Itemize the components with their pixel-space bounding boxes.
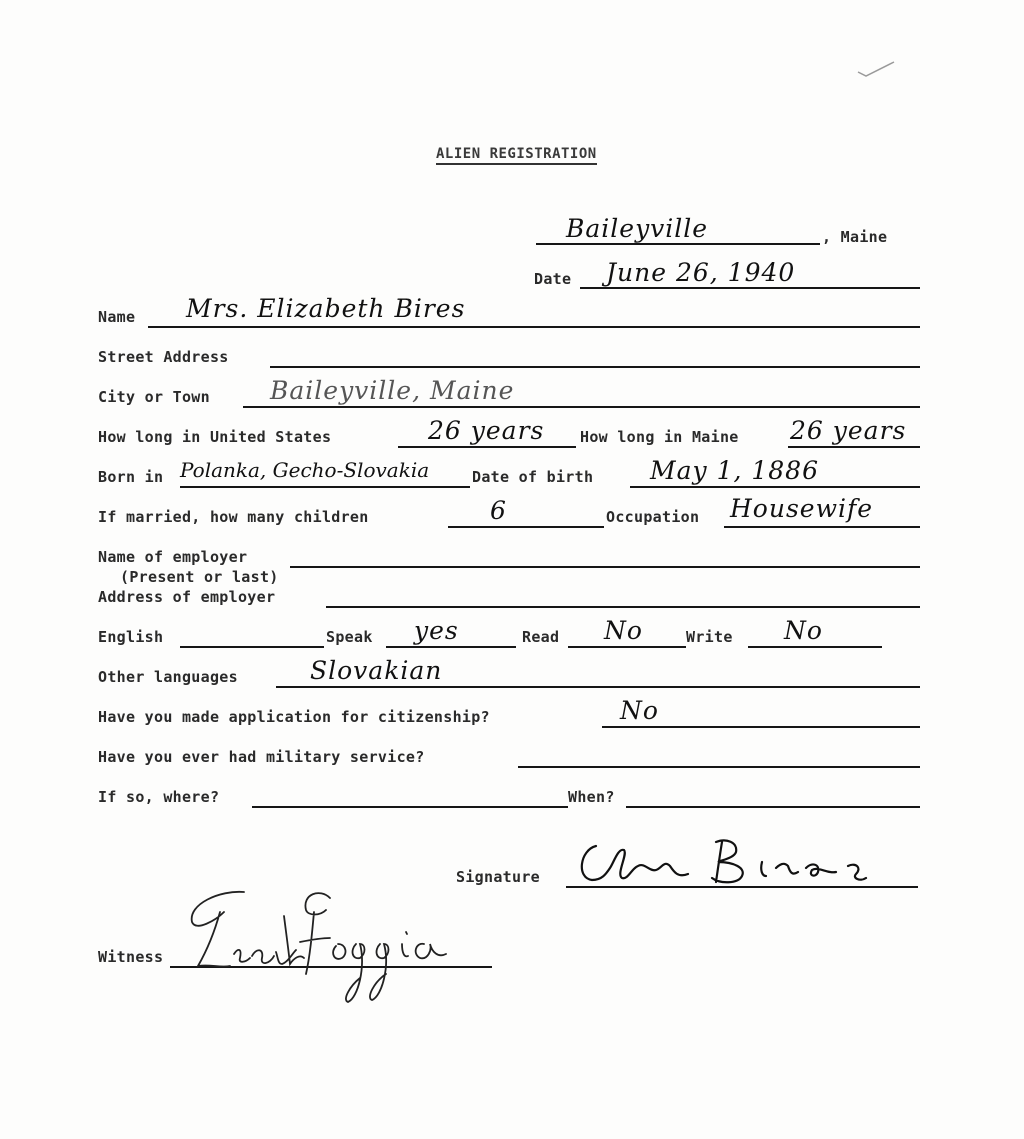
occupation-label: Occupation <box>606 508 700 526</box>
maine-duration-line <box>788 446 920 448</box>
dob-line <box>630 486 920 488</box>
speak-line <box>386 646 516 648</box>
speak-label: Speak <box>326 628 373 646</box>
other-languages-label: Other languages <box>98 668 238 686</box>
town-value: Baileyville <box>566 214 709 243</box>
birthplace-value: Polanka, Gecho-Slovakia <box>180 458 430 482</box>
name-value: Mrs. Elizabeth Bires <box>186 294 466 323</box>
us-duration-value: 26 years <box>428 416 545 445</box>
when-label: When? <box>568 788 615 806</box>
witness-signature-image <box>180 882 450 1030</box>
military-label: Have you ever had military service? <box>98 748 425 766</box>
date-line <box>580 287 920 289</box>
english-line <box>180 646 324 648</box>
witness-label: Witness <box>98 948 164 966</box>
street-line <box>270 366 920 368</box>
us-duration-label: How long in United States <box>98 428 332 446</box>
maine-duration-value: 26 years <box>790 416 907 445</box>
city-label: City or Town <box>98 388 210 406</box>
dob-value: May 1, 1886 <box>650 456 819 485</box>
employer-line <box>290 566 920 568</box>
date-value: June 26, 1940 <box>606 258 796 287</box>
citizenship-value: No <box>620 696 659 725</box>
speak-value: yes <box>414 616 459 645</box>
other-languages-value: Slovakian <box>310 656 443 685</box>
english-label: English <box>98 628 164 646</box>
name-label: Name <box>98 308 136 326</box>
children-line <box>448 526 604 528</box>
write-line <box>748 646 882 648</box>
birthplace-label: Born in <box>98 468 164 486</box>
check-mark-icon <box>856 58 896 78</box>
other-languages-line <box>276 686 920 688</box>
where-line <box>252 806 568 808</box>
write-value: No <box>784 616 823 645</box>
name-line <box>148 326 920 328</box>
read-label: Read <box>522 628 560 646</box>
city-line <box>243 406 920 408</box>
city-value: Baileyville, Maine <box>270 376 515 405</box>
citizenship-label: Have you made application for citizenship? <box>98 708 490 726</box>
signature-image <box>566 828 896 894</box>
street-label: Street Address <box>98 348 229 366</box>
employer-address-label: Address of employer <box>98 588 276 606</box>
write-label: Write <box>686 628 733 646</box>
military-line <box>518 766 920 768</box>
where-label: If so, where? <box>98 788 220 806</box>
employer-label: Name of employer <box>98 548 248 566</box>
occupation-line <box>724 526 920 528</box>
form-title: ALIEN REGISTRATION <box>436 146 597 165</box>
employer-address-line <box>326 606 920 608</box>
when-line <box>626 806 920 808</box>
birthplace-line <box>180 486 470 488</box>
children-label: If married, how many children <box>98 508 369 526</box>
dob-label: Date of birth <box>472 468 594 486</box>
children-value: 6 <box>490 496 507 525</box>
citizenship-line <box>602 726 920 728</box>
read-value: No <box>604 616 643 645</box>
employer-sub-label: (Present or last) <box>120 568 279 586</box>
occupation-value: Housewife <box>730 494 874 523</box>
state-label: , Maine <box>822 228 888 246</box>
maine-duration-label: How long in Maine <box>580 428 739 446</box>
date-label: Date <box>534 270 572 288</box>
signature-label: Signature <box>456 868 540 886</box>
us-duration-line <box>398 446 576 448</box>
town-line <box>536 243 820 245</box>
read-line <box>568 646 686 648</box>
